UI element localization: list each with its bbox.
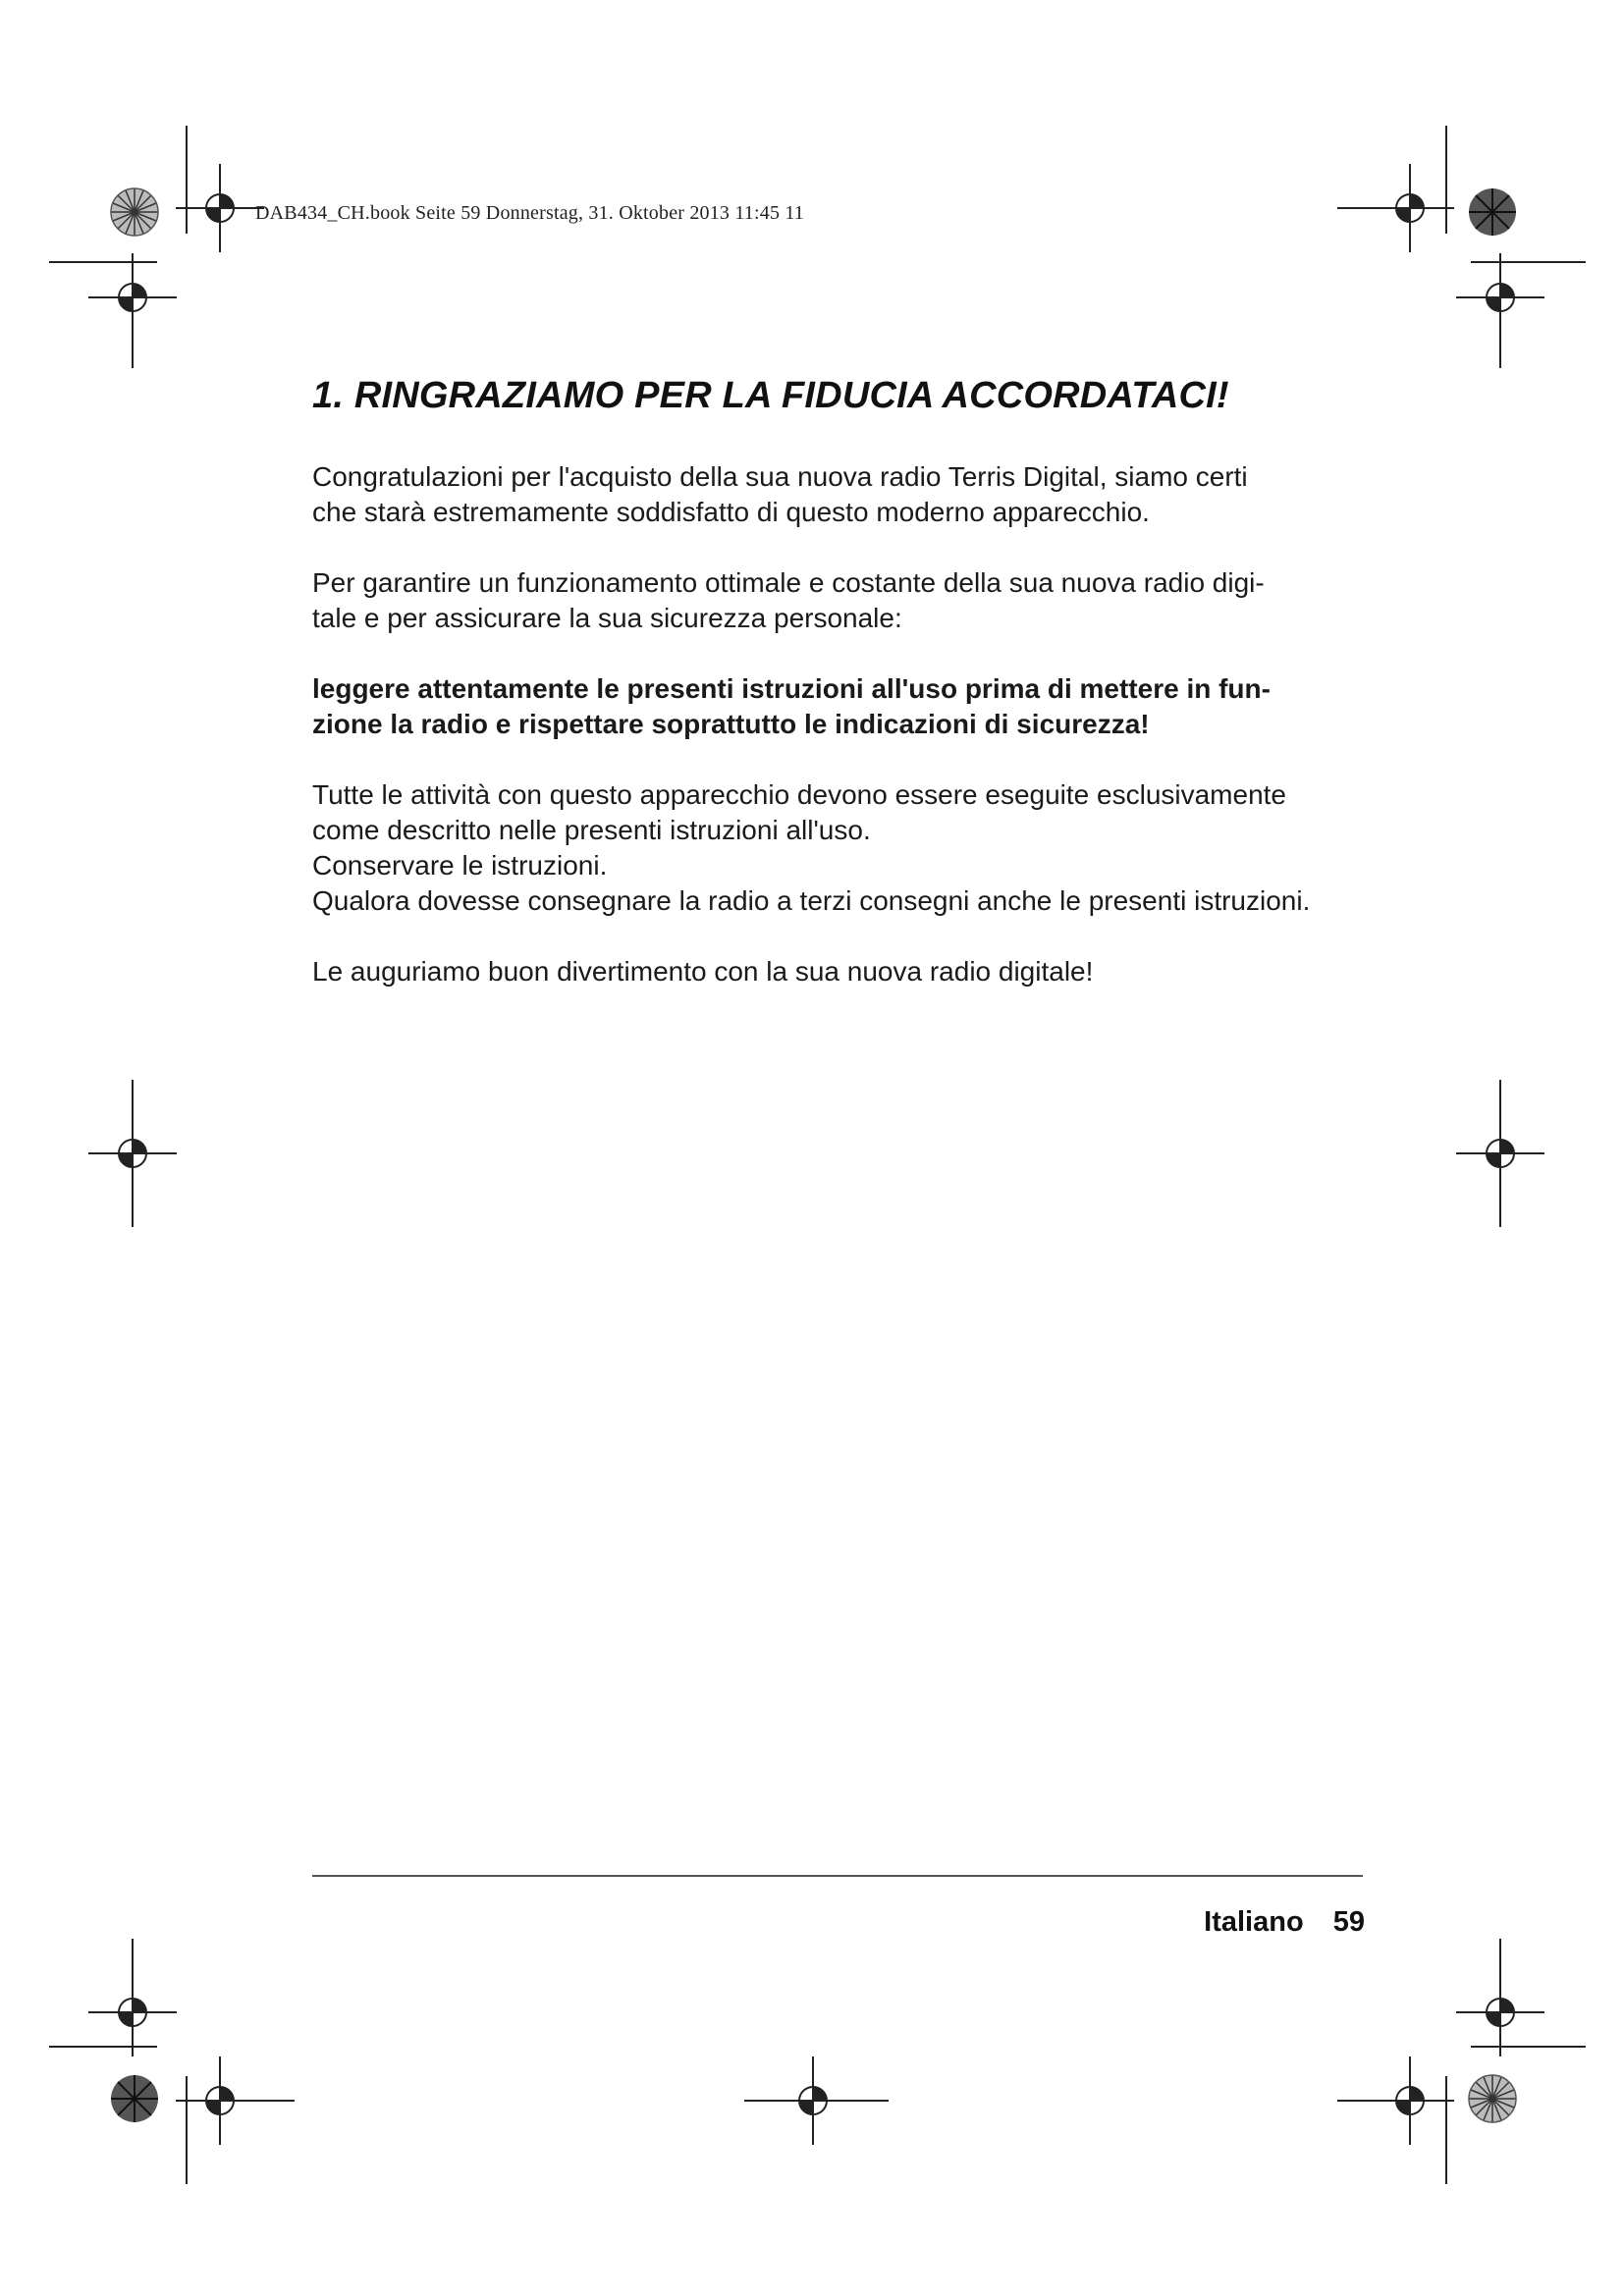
registration-mark-bottom-left — [88, 1968, 177, 2056]
color-bar-star-top-left — [111, 188, 158, 236]
paragraph-line: Tutte le attività con questo apparecchio devono essere eseguite esclusivamente — [312, 779, 1287, 810]
paragraph-safety-warning — [312, 671, 1365, 742]
paragraph-line: Le auguriamo buon divertimento con la sua nuova radio digitale! — [312, 956, 1094, 987]
registration-mark-top-left — [176, 164, 264, 252]
print-slug: DAB434_CH.book Seite 59 Donnerstag, 31. Oktober 2013 11:45 11 — [255, 202, 805, 224]
paragraph-line: Conservare le istruzioni. — [312, 850, 608, 881]
paragraph-line: zione la radio e rispettare soprattutto le indicazioni di sicurezza! — [312, 709, 1150, 739]
color-bar-star-bottom-left — [111, 2075, 158, 2122]
paragraph-line: leggere attentamente le presenti istruzioni all'uso prima di mettere in fun- — [312, 673, 1271, 704]
paragraph-line: che starà estremamente soddisfatto di questo moderno apparecchio. — [312, 497, 1150, 527]
color-bar-star-bottom-right — [1469, 2075, 1516, 2122]
paragraph-closing — [312, 954, 1365, 989]
paragraph-instructions — [312, 777, 1365, 919]
footer-language: Italiano — [1204, 1906, 1304, 1938]
page-footer — [1204, 1906, 1365, 1939]
registration-mark-bottom-right — [1456, 1968, 1544, 2056]
paragraph-line: Qualora dovesse consegnare la radio a terzi consegni anche le presenti istruzioni. — [312, 885, 1311, 916]
page-content — [312, 373, 1365, 989]
paragraph-congratulations — [312, 459, 1365, 530]
color-bar-star-top-right — [1469, 188, 1516, 236]
paragraph-line: Congratulazioni per l'acquisto della sua nuova radio Terris Digital, siamo certi — [312, 461, 1248, 492]
page-number: 59 — [1332, 1906, 1365, 1938]
footer-divider — [312, 1875, 1363, 1877]
paragraph-purpose — [312, 565, 1365, 636]
page-title: 1. RINGRAZIAMO PER LA FIDUCIA ACCORDATACI! — [312, 375, 1229, 416]
paragraph-line: Per garantire un funzionamento ottimale e costante della sua nuova radio digi- — [312, 567, 1265, 598]
paragraph-line: tale e per assicurare la sua sicurezza personale: — [312, 603, 902, 633]
paragraph-line: come descritto nelle presenti istruzioni all'uso. — [312, 815, 871, 845]
